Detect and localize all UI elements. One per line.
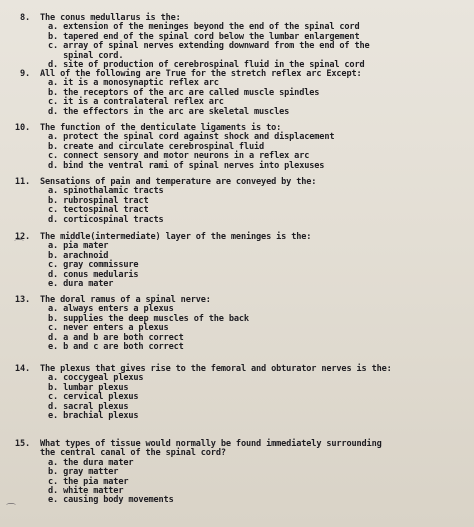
question-number: 12. bbox=[14, 232, 30, 242]
answer-option: a. extension of the meninges beyond the end of the spinal cord bbox=[48, 22, 360, 33]
answer-option: c. cervical plexus bbox=[48, 392, 139, 403]
question-stem: All of the following are True for the stretch reflex arc Except: bbox=[40, 69, 362, 79]
question-number: 9. bbox=[19, 69, 30, 79]
answer-option: a. spinothalamic tracts bbox=[48, 186, 164, 197]
answer-option: e. dura mater bbox=[48, 279, 114, 290]
question-number: 13. bbox=[14, 295, 30, 305]
answer-option: b. the receptors of the arc are called muscle spindles bbox=[48, 87, 320, 98]
question-number: 14. bbox=[14, 364, 30, 374]
answer-option: a. coccygeal plexus bbox=[48, 373, 144, 384]
answer-option: b. rubrospinal tract bbox=[48, 195, 149, 206]
answer-option: d. corticospinal tracts bbox=[48, 214, 164, 225]
answer-option: a. the dura mater bbox=[48, 457, 134, 468]
answer-option: spinal cord. bbox=[48, 50, 124, 61]
pencil-mark: ⌒ bbox=[14, 240, 24, 251]
answer-option: a. protect the spinal cord against shock and displacement bbox=[48, 132, 335, 143]
question-stem: The plexus that gives rise to the femoral and obturator nerves is the: bbox=[40, 364, 392, 374]
question-10 bbox=[2, 124, 334, 171]
pencil-mark: ⌒ bbox=[6, 504, 16, 515]
answer-option: c. it is a contralateral reflex arc bbox=[48, 97, 224, 108]
answer-option: b. tapered end of the spinal cord below the lumbar enlargement bbox=[48, 31, 360, 42]
question-8 bbox=[2, 14, 370, 70]
answer-option: c. tectospinal tract bbox=[48, 205, 149, 216]
question-11 bbox=[2, 178, 316, 225]
answer-option: b. create and circulate cerebrospinal fluid bbox=[48, 141, 265, 152]
question-stem: The doral ramus of a spinal nerve: bbox=[40, 295, 211, 305]
question-stem: Sensations of pain and temperature are conveyed by the: bbox=[40, 177, 317, 187]
question-13 bbox=[2, 296, 249, 352]
answer-option: d. bind the ventral rami of spinal nerves into plexuses bbox=[48, 160, 325, 171]
answer-option: b. gray matter bbox=[48, 467, 119, 478]
answer-option: d. conus medularis bbox=[48, 269, 139, 280]
question-12 bbox=[2, 233, 311, 289]
question-stem: The function of the denticulate ligaments is to: bbox=[40, 123, 282, 133]
question-number: 10. bbox=[14, 123, 30, 133]
question-14 bbox=[2, 365, 392, 421]
answer-option: d. the effectors in the arc are skeletal muscles bbox=[48, 106, 290, 117]
question-stem: the central canal of the spinal cord? bbox=[40, 448, 226, 459]
question-number: 8. bbox=[19, 13, 30, 23]
question-15 bbox=[2, 440, 382, 506]
answer-option: e. b and c are both correct bbox=[48, 342, 184, 353]
answer-option: c. array of spinal nerves extending downward from the end of the bbox=[48, 41, 370, 52]
answer-option: e. causing body movements bbox=[48, 495, 174, 506]
answer-option: d. site of production of cerebrospinal fluid in the spinal cord bbox=[48, 60, 365, 71]
answer-option: a. always enters a plexus bbox=[48, 304, 174, 315]
question-stem: What types of tissue would normally be found immediately surrounding bbox=[40, 439, 382, 449]
answer-option: c. never enters a plexus bbox=[48, 323, 169, 334]
answer-option: b. supplies the deep muscles of the back bbox=[48, 313, 249, 324]
question-9 bbox=[2, 70, 362, 117]
answer-option: a. it is a monosynaptic reflex arc bbox=[48, 78, 219, 89]
question-stem: The conus medullarus is the: bbox=[40, 13, 181, 23]
question-stem: The middle(intermediate) layer of the meninges is the: bbox=[40, 232, 312, 242]
answer-option: b. arachnoid bbox=[48, 250, 109, 261]
answer-option: a. pia mater bbox=[48, 241, 109, 252]
answer-option: d. sacral plexus bbox=[48, 401, 129, 412]
answer-option: b. lumbar plexus bbox=[48, 382, 129, 393]
question-number: 11. bbox=[14, 177, 30, 187]
answer-option: d. white matter bbox=[48, 486, 124, 497]
answer-option: c. gray commissure bbox=[48, 260, 139, 271]
question-number: 15. bbox=[14, 439, 30, 449]
answer-option: d. a and b are both correct bbox=[48, 332, 184, 343]
answer-option: c. the pia mater bbox=[48, 476, 129, 487]
answer-option: e. brachial plexus bbox=[48, 411, 139, 422]
answer-option: c. connect sensory and motor neurons in a reflex arc bbox=[48, 151, 310, 162]
